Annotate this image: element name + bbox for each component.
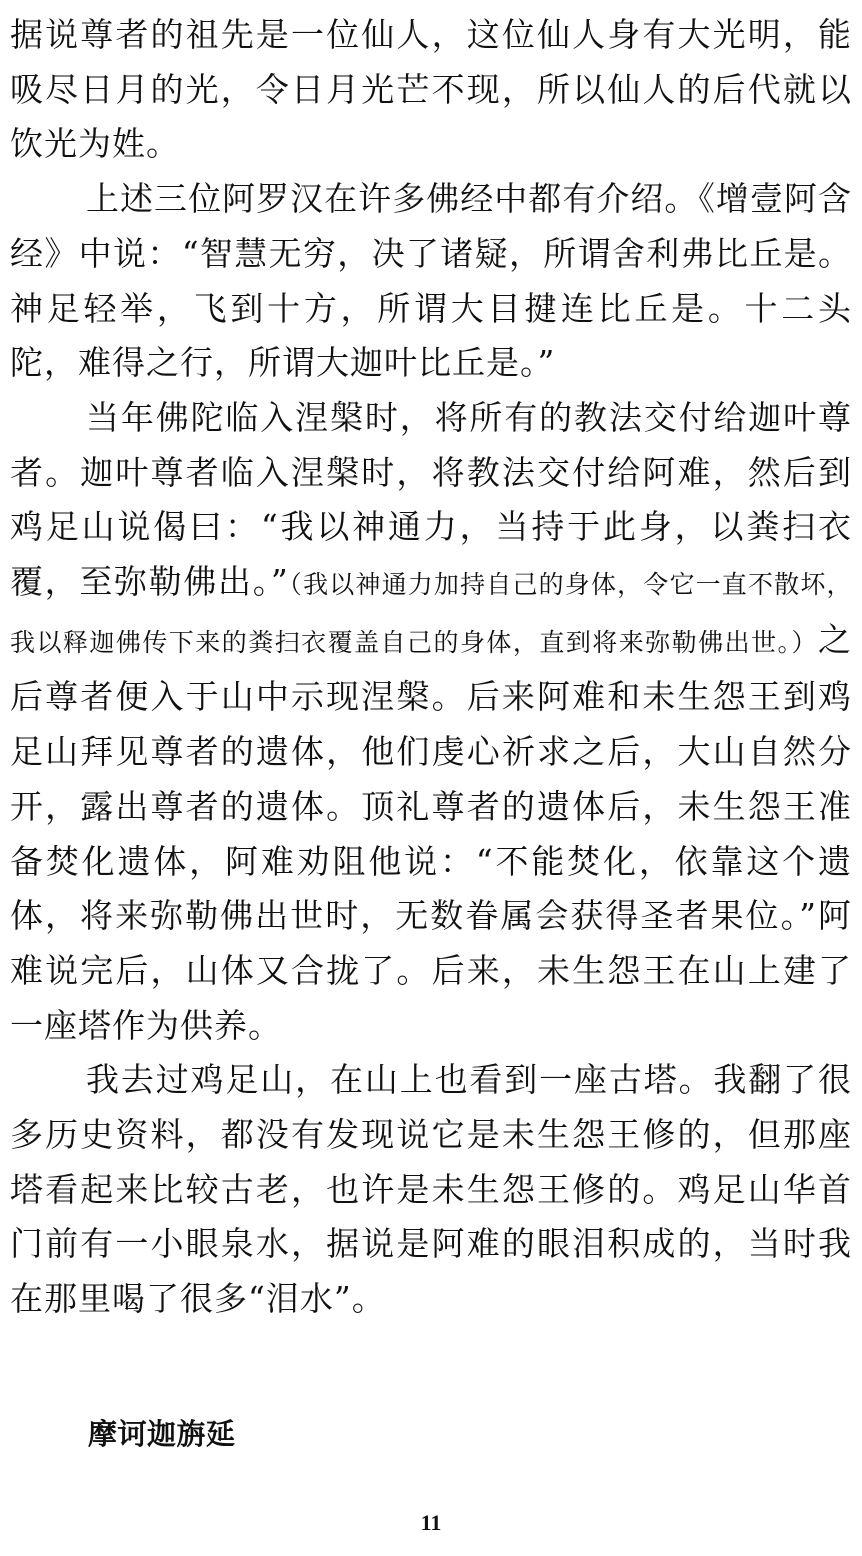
paragraph-4: 我去过鸡足山，在山上也看到一座古塔。我翻了很多历史资料，都没有发现说它是未生怨王修的，但那座塔看起来比较古老，也许是未生怨王修的。鸡足山华首门前有一小眼泉水，据说是阿难的眼泪积成的，当时我在那里喝了很多“泪水”。 (10, 1060, 852, 1319)
section-heading: 摩诃迦旃延 (88, 1417, 236, 1451)
paragraph-3-note: （我以神通力加持自己的身体，令它一直不散坏，我以释迦佛传下来的粪扫衣覆盖自己的身体，直到将来弥勒佛出世。） (10, 570, 852, 657)
paragraph-3-continuation: 之后尊者便入于山中示现涅槃。后来阿难和未生怨王到鸡足山拜见尊者的遗体，他们虔心祈求之后，大山自然分开，露出尊者的遗体。顶礼尊者的遗体后，未生怨王准备焚化遗体，阿难劝阻他说：“不能焚化，依靠这个遗体，将来弥勒佛出世时，无数眷属会获得圣者果位。”阿难说完后，山体又合拢了。后来，未生怨王在山上建了一座塔作为供养。 (10, 619, 852, 1045)
page-number: 11 (420, 1510, 442, 1535)
paragraph-3-main: 当年佛陀临入涅槃时，将所有的教法交付给迦叶尊者。迦叶尊者临入涅槃时，将教法交付给阿难，然后到鸡足山说偈曰：“我以神通力，当持于此身，以粪扫衣覆，至弥勒佛出。” (10, 397, 852, 602)
paragraph-1: 据说尊者的祖先是一位仙人，这位仙人身有大光明，能吸尽日月的光，令日月光芒不现，所以仙人的后代就以饮光为姓。 (10, 15, 852, 164)
paragraph-2: 上述三位阿罗汉在许多佛经中都有介绍。《增壹阿含经》中说：“智慧无穷，决了诸疑，所谓舍利弗比丘是。神足轻举，飞到十方，所谓大目揵连比丘是。十二头陀，难得之行，所谓大迦叶比丘是。” (10, 179, 852, 383)
paragraph-3 (10, 391, 852, 1053)
body-text (10, 8, 852, 1327)
